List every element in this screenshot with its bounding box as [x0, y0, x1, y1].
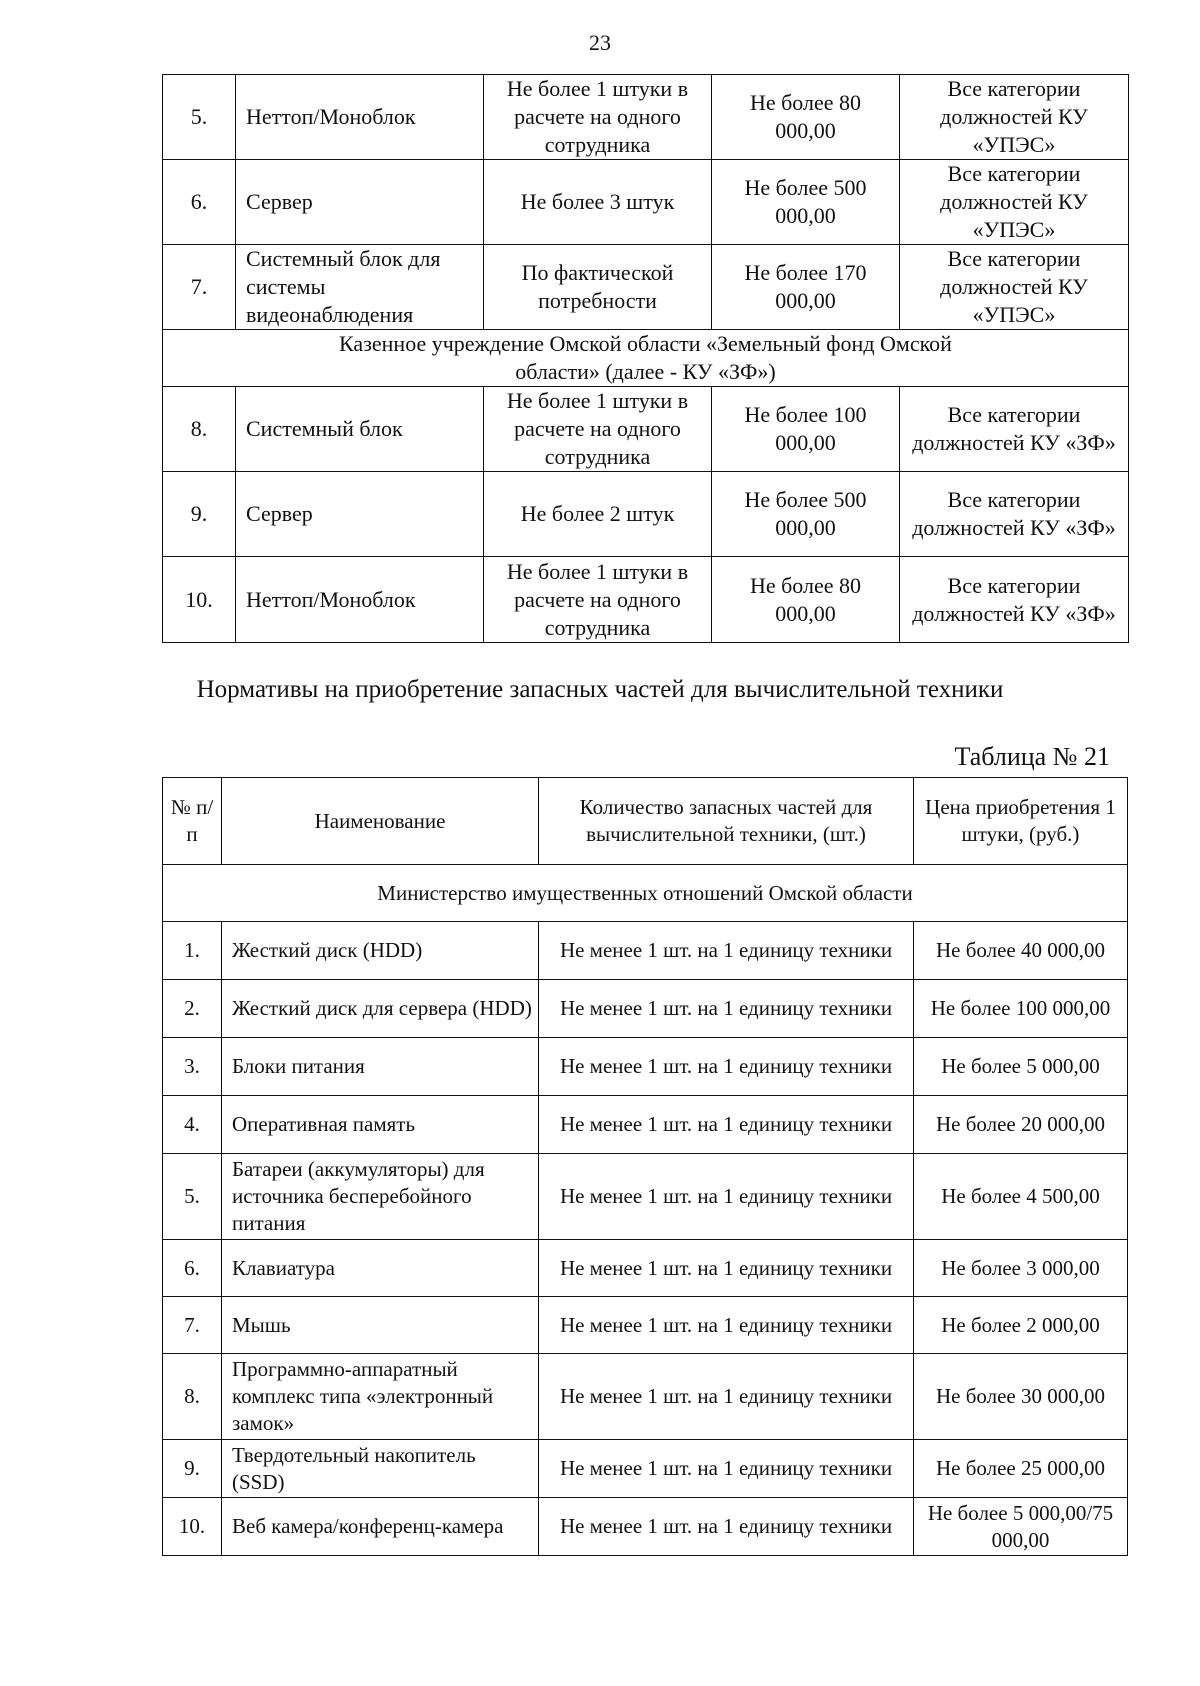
item-price: Не более 80 000,00 — [712, 75, 900, 160]
item-category: Все категории должностей КУ «УПЭС» — [900, 245, 1129, 330]
part-name: Жесткий диск для сервера (HDD) — [222, 980, 539, 1038]
part-price: Не более 30 000,00 — [914, 1354, 1128, 1440]
item-quantity: По фактической потребности — [484, 245, 712, 330]
item-category: Все категории должностей КУ «УПЭС» — [900, 75, 1129, 160]
part-price: Не более 2 000,00 — [914, 1297, 1128, 1354]
table-row — [163, 557, 1129, 643]
part-price: Не более 20 000,00 — [914, 1096, 1128, 1154]
part-quantity: Не менее 1 шт. на 1 единицу техники — [539, 922, 914, 980]
row-number: 10. — [163, 1498, 222, 1556]
row-number: 5. — [163, 1154, 222, 1240]
part-quantity: Не менее 1 шт. на 1 единицу техники — [539, 1154, 914, 1240]
section-heading: Нормативы на приобретение запасных частей для вычислительной техники — [196, 676, 1004, 703]
item-name: Сервер — [236, 472, 484, 557]
part-price: Не более 40 000,00 — [914, 922, 1128, 980]
table-row — [163, 1038, 1128, 1096]
table-row — [163, 1498, 1128, 1556]
table-row — [163, 75, 1129, 160]
section-row — [163, 865, 1128, 922]
item-price: Не более 170 000,00 — [712, 245, 900, 330]
part-quantity: Не менее 1 шт. на 1 единицу техники — [539, 1038, 914, 1096]
item-price: Не более 500 000,00 — [712, 160, 900, 245]
table-label: Таблица № 21 — [954, 742, 1110, 771]
item-name: Системный блок для системы видеонаблюдения — [236, 245, 484, 330]
section-title: Казенное учреждение Омской области «Земельный фонд Омской области» (далее - КУ «ЗФ») — [163, 330, 1129, 387]
part-name: Блоки питания — [222, 1038, 539, 1096]
part-name: Твердотельный накопитель (SSD) — [222, 1440, 539, 1498]
header-price: Цена приобретения 1 штуки, (руб.) — [914, 778, 1128, 865]
part-quantity: Не менее 1 шт. на 1 единицу техники — [539, 1096, 914, 1154]
table-row — [163, 1440, 1128, 1498]
part-name: Клавиатура — [222, 1240, 539, 1297]
item-name: Системный блок — [236, 387, 484, 472]
item-name: Сервер — [236, 160, 484, 245]
item-quantity: Не более 1 штуки в расчете на одного сотрудника — [484, 557, 712, 643]
part-quantity: Не менее 1 шт. на 1 единицу техники — [539, 1354, 914, 1440]
table-row — [163, 1240, 1128, 1297]
table-row — [163, 922, 1128, 980]
header-number: № п/п — [163, 778, 222, 865]
part-quantity: Не менее 1 шт. на 1 единицу техники — [539, 1440, 914, 1498]
item-quantity: Не более 1 штуки в расчете на одного сотрудника — [484, 75, 712, 160]
part-name: Мышь — [222, 1297, 539, 1354]
table-row — [163, 245, 1129, 330]
part-quantity: Не менее 1 шт. на 1 единицу техники — [539, 1240, 914, 1297]
part-price: Не более 25 000,00 — [914, 1440, 1128, 1498]
part-name: Оперативная память — [222, 1096, 539, 1154]
row-number: 9. — [163, 1440, 222, 1498]
item-category: Все категории должностей КУ «УПЭС» — [900, 160, 1129, 245]
row-number: 2. — [163, 980, 222, 1038]
row-number: 4. — [163, 1096, 222, 1154]
row-number: 3. — [163, 1038, 222, 1096]
table-row — [163, 1297, 1128, 1354]
item-price: Не более 500 000,00 — [712, 472, 900, 557]
table-row — [163, 1354, 1128, 1440]
part-price: Не более 3 000,00 — [914, 1240, 1128, 1297]
item-name: Неттоп/Моноблок — [236, 75, 484, 160]
header-row — [163, 778, 1128, 865]
section-row — [163, 330, 1129, 387]
item-quantity: Не более 1 штуки в расчете на одного сотрудника — [484, 387, 712, 472]
row-number: 6. — [163, 1240, 222, 1297]
row-number: 8. — [163, 1354, 222, 1440]
item-category: Все категории должностей КУ «ЗФ» — [900, 387, 1129, 472]
row-number: 8. — [163, 387, 236, 472]
equipment-table-continued — [162, 74, 1129, 643]
item-category: Все категории должностей КУ «ЗФ» — [900, 557, 1129, 643]
part-quantity: Не менее 1 шт. на 1 единицу техники — [539, 1498, 914, 1556]
part-quantity: Не менее 1 шт. на 1 единицу техники — [539, 1297, 914, 1354]
item-quantity: Не более 2 штук — [484, 472, 712, 557]
part-name: Жесткий диск (HDD) — [222, 922, 539, 980]
table-row — [163, 387, 1129, 472]
part-quantity: Не менее 1 шт. на 1 единицу техники — [539, 980, 914, 1038]
part-name: Программно-аппаратный комплекс типа «электронный замок» — [222, 1354, 539, 1440]
part-price: Не более 4 500,00 — [914, 1154, 1128, 1240]
part-name: Веб камера/конференц-камера — [222, 1498, 539, 1556]
item-price: Не более 100 000,00 — [712, 387, 900, 472]
row-number: 6. — [163, 160, 236, 245]
table-row — [163, 472, 1129, 557]
header-quantity: Количество запасных частей для вычислительной техники, (шт.) — [539, 778, 914, 865]
part-name: Батареи (аккумуляторы) для источника бесперебойного питания — [222, 1154, 539, 1240]
table-row — [163, 980, 1128, 1038]
item-price: Не более 80 000,00 — [712, 557, 900, 643]
spare-parts-table — [162, 777, 1128, 1556]
table-row — [163, 1096, 1128, 1154]
page-number: 23 — [589, 30, 611, 55]
part-price: Не более 100 000,00 — [914, 980, 1128, 1038]
section-title: Министерство имущественных отношений Омской области — [163, 865, 1128, 922]
row-number: 7. — [163, 245, 236, 330]
header-name: Наименование — [222, 778, 539, 865]
item-quantity: Не более 3 штук — [484, 160, 712, 245]
item-category: Все категории должностей КУ «ЗФ» — [900, 472, 1129, 557]
part-price: Не более 5 000,00 — [914, 1038, 1128, 1096]
row-number: 10. — [163, 557, 236, 643]
item-name: Неттоп/Моноблок — [236, 557, 484, 643]
row-number: 7. — [163, 1297, 222, 1354]
table-row — [163, 1154, 1128, 1240]
row-number: 1. — [163, 922, 222, 980]
row-number: 5. — [163, 75, 236, 160]
part-price: Не более 5 000,00/75 000,00 — [914, 1498, 1128, 1556]
table-row — [163, 160, 1129, 245]
row-number: 9. — [163, 472, 236, 557]
